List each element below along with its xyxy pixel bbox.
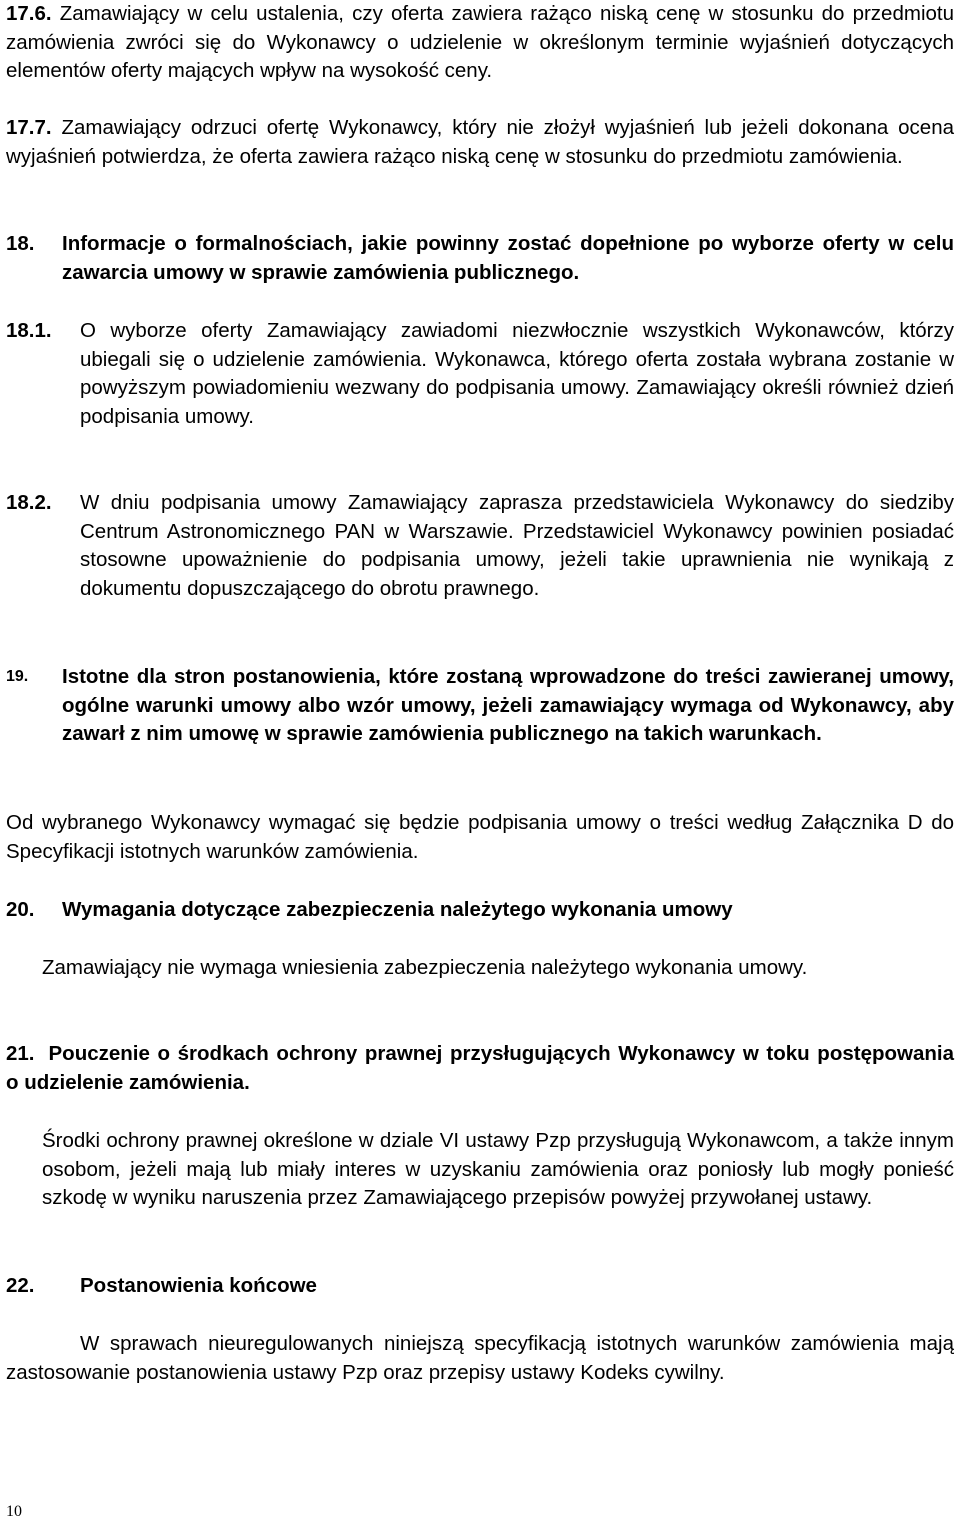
paragraph-18-2 <box>6 489 954 603</box>
paragraph-text: O wyborze oferty Zamawiający zawiadomi niezwłocznie wszystkich Wykonawców, którzy ubiegali się o udzielenie zamówienia. Wykonawca, którego oferta została wybrana zostanie w powyższym powiadomieniu wezwany do podpisania umowy. Zamawiający określi również dzień podpisania umowy. <box>80 319 954 428</box>
paragraph-text: Zamawiający w celu ustalenia, czy oferta zawiera rażąco niską cenę w stosunku do przedmiotu zamówienia zwróci się do Wykonawcy o udzielenie w określonym terminie wyjaśnień dotyczących elementów oferty mających wpływ na wysokość ceny. <box>6 2 954 83</box>
section-number: 22. <box>6 1274 35 1297</box>
section-heading: Informacje o formalnościach, jakie powinny zostać dopełnione po wyborze oferty w celu zawarcia umowy w sprawie zamówienia publicznego. <box>62 232 954 284</box>
section-20-heading <box>6 896 954 925</box>
paragraph-number: 17.7. <box>6 116 52 139</box>
paragraph-number: 18.1. <box>6 319 52 342</box>
paragraph-17-7 <box>6 114 954 171</box>
section-body: W sprawach nieuregulowanych niniejszą specyfikacją istotnych warunków zamówienia mają zastosowanie postanowienia ustawy Pzp oraz przepisy ustawy Kodeks cywilny. <box>6 1332 954 1384</box>
section-body: Od wybranego Wykonawcy wymagać się będzie podpisania umowy o treści według Załącznika D do Specyfikacji istotnych warunków zamówienia. <box>6 811 954 863</box>
paragraph-text: W dniu podpisania umowy Zamawiający zaprasza przedstawiciela Wykonawcy do siedziby Centrum Astronomicznego PAN w Warszawie. Przedstawiciel Wykonawcy powinien posiadać stosowne upoważnienie do podpisania umowy, jeżeli takie uprawnienia nie wynikają z dokumentu dopuszczającego do obrotu prawnego. <box>80 491 954 600</box>
paragraph-17-6 <box>6 0 954 86</box>
section-number: 21. <box>6 1042 35 1065</box>
section-20-body <box>42 954 954 983</box>
section-21-heading <box>6 1040 954 1097</box>
section-number: 18. <box>6 232 35 255</box>
paragraph-number: 17.6. <box>6 2 52 25</box>
paragraph-text: Zamawiający odrzuci ofertę Wykonawcy, który nie złożył wyjaśnień lub jeżeli dokonana ocena wyjaśnień potwierdza, że oferta zawiera rażąco niską cenę w stosunku do przedmiotu zamówienia. <box>6 116 954 168</box>
section-number: 20. <box>6 898 35 921</box>
section-number: 19. <box>6 668 29 685</box>
paragraph-18-1 <box>6 317 954 431</box>
section-22-body <box>6 1330 954 1387</box>
section-body: Środki ochrony prawnej określone w dziale VI ustawy Pzp przysługują Wykonawcom, a także innym osobom, jeżeli mają lub miały interes w uzyskaniu zamówienia oraz poniosły lub mogły ponieść szkodę w wyniku naruszenia przez Zamawiającego przepisów powyżej przywołanej ustawy. <box>42 1129 954 1210</box>
section-19-heading <box>6 663 954 749</box>
paragraph-number: 18.2. <box>6 491 52 514</box>
section-heading: Postanowienia końcowe <box>80 1274 317 1297</box>
page-number: 10 <box>6 1503 22 1520</box>
section-18-heading <box>6 230 954 287</box>
section-22-heading <box>6 1272 954 1301</box>
section-heading: Istotne dla stron postanowienia, które zostaną wprowadzone do treści zawieranej umowy, ogólne warunki umowy albo wzór umowy, jeżeli zamawiający wymaga od Wykonawcy, aby zawarł z nim umowę w sprawie zamówienia publicznego na takich warunkach. <box>62 665 954 746</box>
section-heading: Wymagania dotyczące zabezpieczenia należytego wykonania umowy <box>62 898 733 921</box>
section-21-body <box>42 1127 954 1213</box>
section-19-body <box>6 809 954 866</box>
section-heading: Pouczenie o środkach ochrony prawnej przysługujących Wykonawcy w toku postępowania o udzielenie zamówienia. <box>6 1042 954 1094</box>
section-body: Zamawiający nie wymaga wniesienia zabezpieczenia należytego wykonania umowy. <box>42 956 808 979</box>
